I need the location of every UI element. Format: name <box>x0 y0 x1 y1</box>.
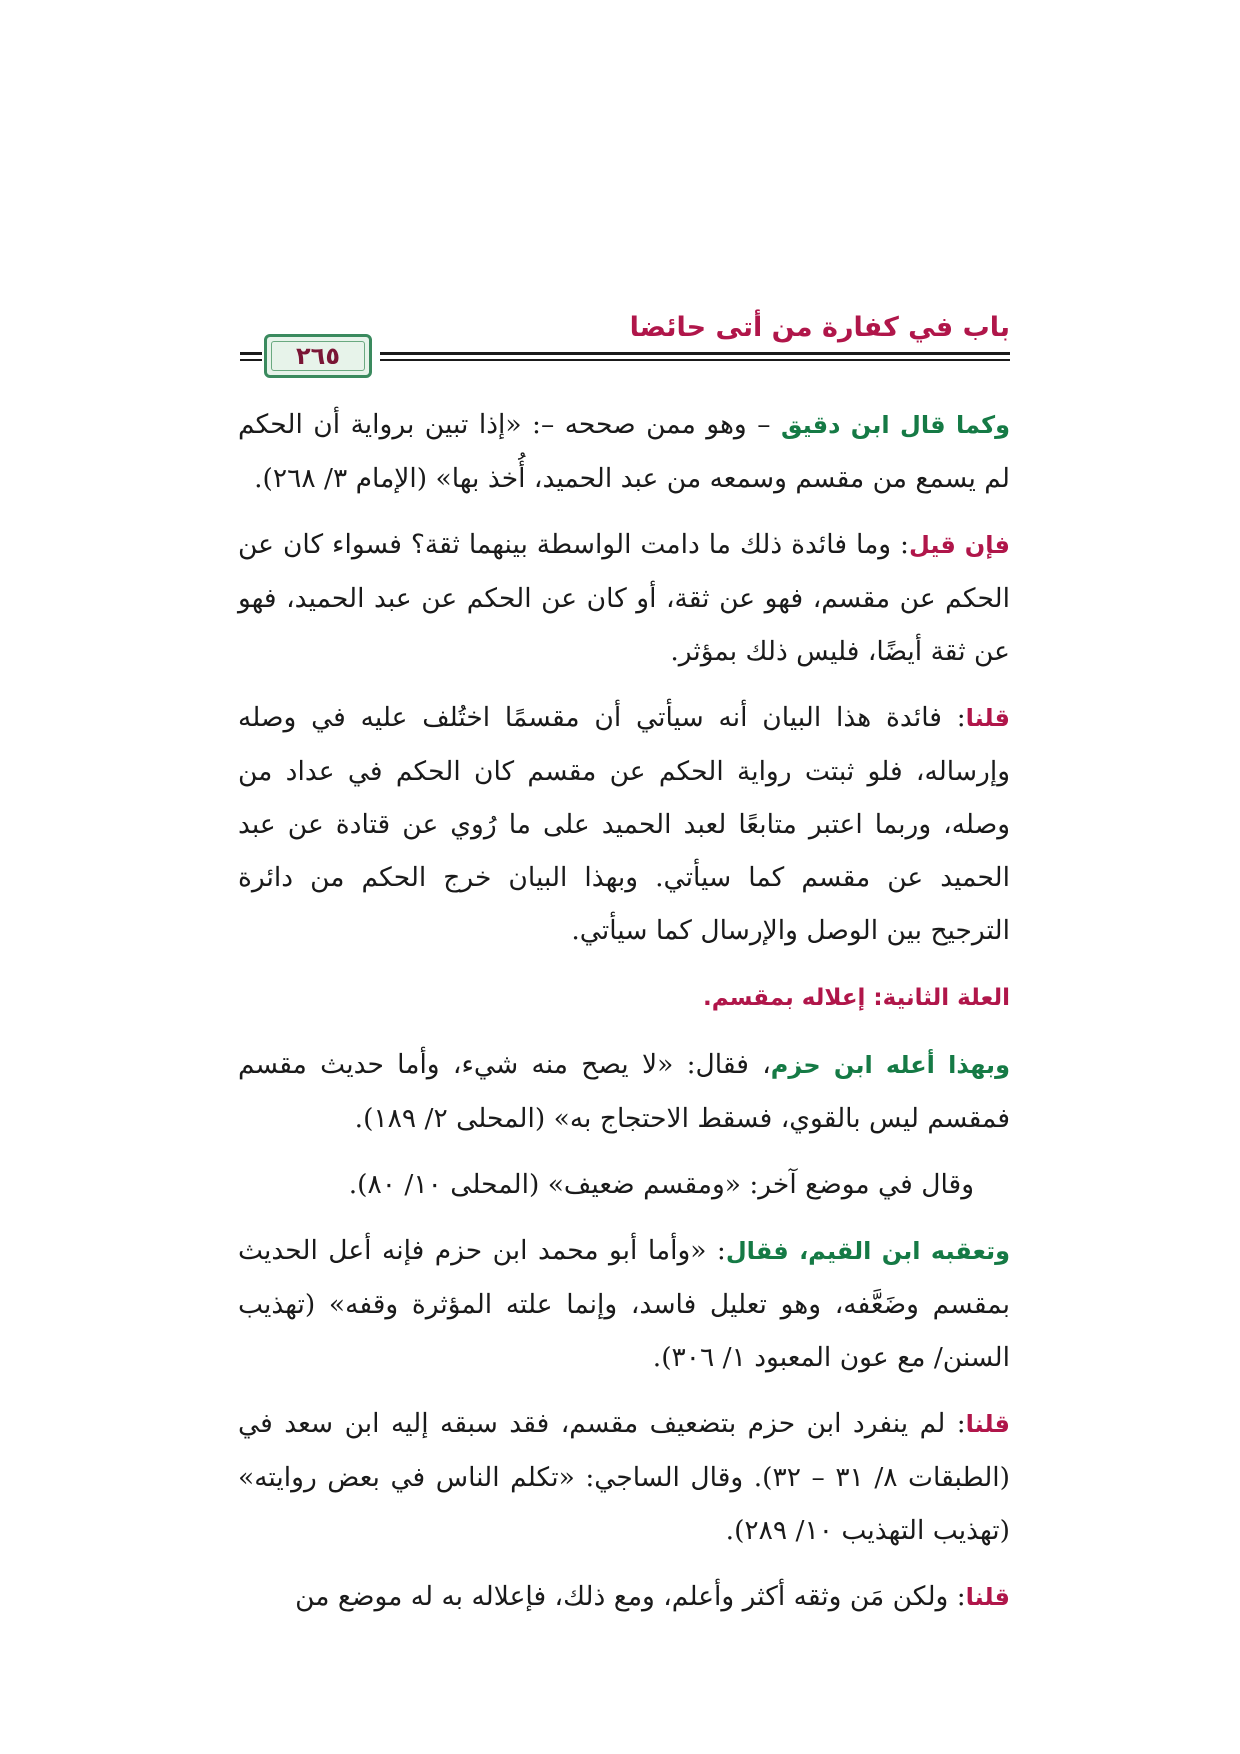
paragraph <box>238 1158 1010 1211</box>
header-rule-left <box>240 352 262 355</box>
paragraph-text: وقال في موضع آخر: «ومقسم ضعيف» (المحلى ١٠/ ٨٠). <box>348 1169 974 1200</box>
paragraph-lead: وكما قال ابن دقيق <box>780 411 1010 439</box>
paragraph-lead: وتعقبه ابن القيم، فقال <box>725 1237 1011 1265</box>
paragraph-lead: قلنا <box>965 704 1010 732</box>
subheading-text: العلة الثانية: إعلاله بمقسم. <box>702 985 1010 1011</box>
section-subheading <box>238 970 1010 1025</box>
paragraph <box>238 398 1010 505</box>
header-rule-left-thin <box>240 359 262 361</box>
paragraph-text: : «وأما أبو محمد ابن حزم فإنه أعل الحديث بمقسم وضَعَّفه، وهو تعليل فاسد، وإنما علته المؤثرة وقفه» (تهذيب السنن/ مع عون المعبود ١/ ٣٠٦). <box>238 1235 1010 1373</box>
paragraph <box>238 1038 1010 1145</box>
paragraph-text: – وهو ممن صححه –: «إذا تبين برواية أن الحكم لم يسمع من مقسم وسمعه من عبد الحميد، أُخذ بها» (الإمام ٣/ ٢٦٨). <box>238 409 1010 494</box>
paragraph-text: : وما فائدة ذلك ما دامت الواسطة بينهما ثقة؟ فسواء كان عن الحكم عن مقسم، فهو عن ثقة، أو كان عن الحكم عن عبد الحميد، فهو عن ثقة أيضًا، فليس ذلك بمؤثر. <box>238 529 1010 667</box>
paragraph-lead: فإن قيل <box>908 531 1010 559</box>
paragraph <box>238 691 1010 957</box>
paragraph <box>238 518 1010 678</box>
paragraph <box>238 1397 1010 1557</box>
paragraph-text: : ولكن مَن وثقه أكثر وأعلم، ومع ذلك، فإعلاله به له موضع من <box>295 1581 966 1612</box>
paragraph-text: : لم ينفرد ابن حزم بتضعيف مقسم، فقد سبقه إليه ابن سعد في (الطبقات ٨/ ٣١ – ٣٢). وقال الساجي: «تكلم الناس في بعض روايته» (تهذيب التهذيب ١٠/ ٢٨٩). <box>238 1408 1010 1546</box>
header-rule <box>380 352 1010 355</box>
page-number-badge <box>264 334 372 378</box>
paragraph-text: : فائدة هذا البيان أنه سيأتي أن مقسمًا اختُلف عليه في وصله وإرساله، فلو ثبتت رواية الحكم عن مقسم كان الحكم في عداد من وصله، وربما اعتبر متابعًا لعبد الحميد على ما رُوي عن قتادة عن عبد الحميد عن مقسم كما سيأتي. وبهذا البيان خرج الحكم من دائرة الترجيح بين الوصل والإرسال كما سيأتي. <box>238 702 1010 946</box>
page-header <box>240 312 1010 382</box>
paragraph <box>238 1570 1010 1624</box>
chapter-title: باب في كفارة من أتى حائضا <box>629 312 1010 343</box>
paragraph-lead: قلنا <box>965 1410 1010 1438</box>
paragraph <box>238 1224 1010 1384</box>
page-number: ٢٦٥ <box>296 342 340 370</box>
page-body <box>238 398 1010 1637</box>
header-rule-thin <box>380 359 1010 361</box>
paragraph-lead: وبهذا أعله ابن حزم <box>770 1051 1010 1079</box>
paragraph-lead: قلنا <box>965 1583 1010 1611</box>
paragraph-text: ، فقال: «لا يصح منه شيء، وأما حديث مقسم فمقسم ليس بالقوي، فسقط الاحتجاج به» (المحلى ٢/ ١٨٩). <box>238 1049 1010 1134</box>
